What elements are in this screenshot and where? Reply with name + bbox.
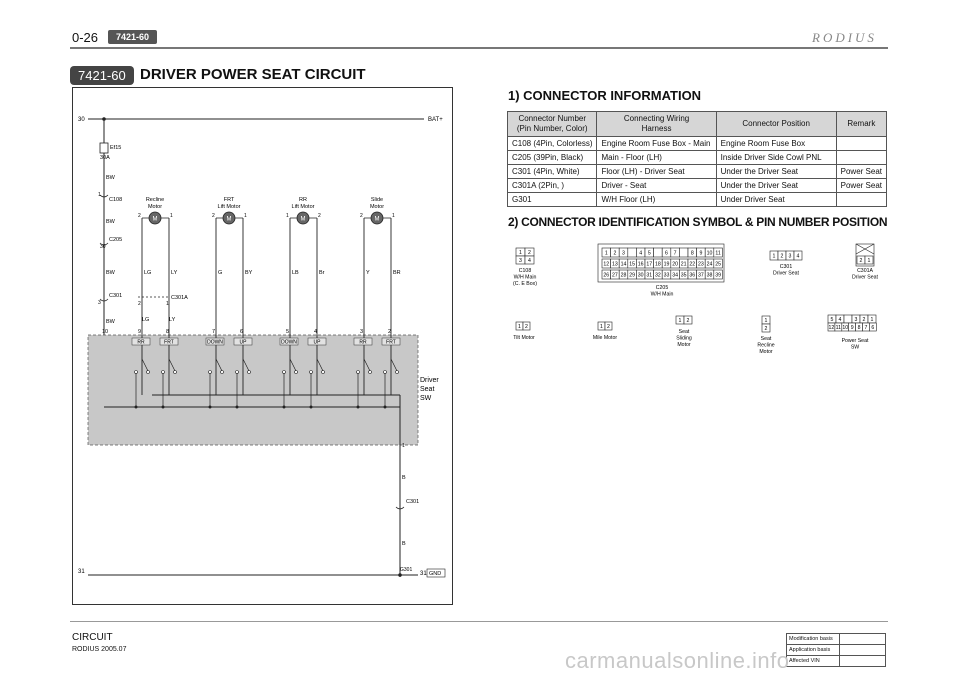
table-cell (836, 137, 886, 151)
ground-wire-color-2: B (402, 541, 406, 547)
motor-symbol: M (226, 216, 232, 223)
switch-dir-a: RR (137, 339, 145, 346)
motor-terminal-a: 1 (286, 213, 289, 219)
mile-motor-pin-grid (598, 322, 612, 330)
footer-subtitle: RODIUS 2005.07 (72, 646, 127, 653)
pin-number: 39 (715, 272, 721, 279)
pin-number: 27 (612, 272, 618, 279)
motor-wire-color-a: G (218, 270, 223, 276)
motor-terminal-b: 1 (244, 213, 247, 219)
c301-label: C301 (109, 293, 123, 299)
seat-sliding-label: Seat (678, 329, 690, 335)
seat-sliding-pin-grid (676, 316, 692, 324)
pin-number: 1 (867, 258, 871, 264)
pin-number: 12 (603, 261, 610, 268)
power-seat-sw-row-1 (828, 315, 876, 323)
pin-cell (628, 248, 637, 257)
tilt-motor-label: Tilt Motor (513, 335, 535, 341)
feed-pin-number: 10 (102, 329, 109, 335)
mile-motor-label: Mile Motor (592, 335, 618, 341)
motor-name-line: Motor (369, 204, 385, 210)
power-node-label: 30 (78, 117, 85, 123)
pin-number: 29 (629, 272, 635, 279)
table-cell (836, 193, 886, 207)
table-cell: C301 (4Pin, White) (508, 165, 597, 179)
c108-pin-label: W/H Main (513, 274, 537, 281)
seat-sliding-label: Sliding (676, 335, 692, 342)
motor-wire-color-a: LB (292, 270, 299, 276)
motor-name-line: Slide (370, 197, 384, 203)
pin-number: 23 (698, 261, 704, 268)
header-divider (70, 47, 888, 49)
motor-terminal-a: 2 (360, 213, 363, 219)
pin-number: 25 (715, 261, 721, 268)
pin-number: 37 (698, 272, 704, 279)
pin-number: 5 (830, 317, 834, 323)
pin-number: 1 (678, 318, 682, 324)
pin-number: 2 (613, 250, 617, 257)
feed-junction (236, 406, 239, 409)
col-connector-number: Connector Number (Pin Number, Color) (508, 112, 597, 137)
pin-number: 18 (655, 261, 661, 268)
c205-pin-label: C205 (655, 285, 669, 291)
pin-number: 17 (646, 261, 653, 268)
c301-ground-label: C301 (406, 499, 420, 505)
switch-pin-a: 3 (360, 329, 364, 335)
motor-name-line: Recline (145, 197, 165, 203)
pin-number: 14 (620, 261, 627, 268)
table-cell: G301 (508, 193, 597, 207)
code-chip: 7421-60 (108, 30, 157, 44)
pin-number: 32 (655, 272, 661, 279)
circuit-diagram (72, 87, 453, 605)
c301-pin-label: Driver Seat (773, 270, 799, 277)
pin-number: 36 (689, 272, 696, 279)
feed-junction (283, 406, 286, 409)
pin-cell (679, 248, 688, 257)
col-connector-position: Connector Position (716, 112, 836, 137)
c301a-label: C301A (171, 295, 188, 301)
table-cell: C301A (2Pin, ) (508, 179, 597, 193)
feed-junction (384, 406, 387, 409)
pin-number: 1 (518, 324, 521, 330)
pin-number: 3 (788, 253, 792, 260)
c108-pin-grid (516, 248, 534, 264)
pin-number: 3 (622, 250, 625, 257)
pin-number: 8 (690, 250, 694, 257)
table-cell: C205 (39Pin, Black) (508, 151, 597, 165)
fuse-ef15 (100, 143, 108, 153)
pin-position-heading: 2) CONNECTOR IDENTIFICATION SYMBOL & PIN NUMBER POSITION (508, 215, 888, 229)
pin-number: 7 (864, 325, 868, 331)
pin-number: 7 (673, 250, 677, 257)
power-seat-sw-label: Power Seat (841, 338, 869, 344)
c108-label: C108 (109, 197, 123, 203)
pin-number: 20 (672, 261, 678, 268)
pin-number: 24 (706, 261, 713, 268)
table-cell: Floor (LH) - Driver Seat (597, 165, 716, 179)
switch-dir-b: UP (313, 339, 321, 346)
bat-label: BAT+ (428, 117, 443, 123)
table-cell: Inside Driver Side Cowl PNL (716, 151, 836, 165)
table-header-row (508, 112, 887, 137)
driver-seat-switch-area (88, 335, 418, 445)
gnd-label: GND (429, 571, 442, 577)
table-row (508, 179, 887, 193)
motor-terminal-b: 1 (392, 213, 395, 219)
seat-sliding-label: Motor (677, 342, 691, 348)
switch-pin-b: 8 (166, 329, 170, 335)
switch-dir-a: RR (359, 339, 367, 346)
motor-wire-color-b: LY (171, 270, 178, 276)
pin-number: 15 (629, 261, 635, 268)
feed-junction (310, 406, 313, 409)
pin-number: 1 (772, 253, 776, 260)
feed-junction (209, 406, 212, 409)
c205-row-2 (602, 259, 722, 268)
table-row (508, 137, 887, 151)
table-row (508, 193, 887, 207)
motor-wire-color-a: Y (366, 270, 370, 276)
modification-basis-table (786, 633, 886, 667)
c301a-pin-b: 1 (166, 301, 169, 307)
table-cell: Main - Floor (LH) (597, 151, 716, 165)
mod-row-label: Application basis (787, 645, 840, 656)
connector-info-table (507, 111, 887, 207)
recline-wire-b-lower: LY (169, 317, 176, 323)
pin-number: 34 (672, 272, 678, 279)
motor-name-line: Motor (147, 204, 163, 210)
pin-number: 6 (871, 325, 875, 331)
pin-number: 3 (854, 317, 858, 323)
mod-row-value (840, 634, 886, 645)
pin-number: 5 (647, 250, 651, 257)
power-seat-sw-row-2 (828, 323, 876, 331)
table-cell: Power Seat (836, 179, 886, 193)
c205-row-3 (602, 270, 722, 279)
c301a-pin-grid (857, 256, 873, 264)
switch-dir-b: FRT (164, 339, 174, 346)
pin-layer (513, 244, 878, 355)
pin-number: 2 (780, 253, 784, 260)
motor-symbol: M (300, 216, 306, 223)
pin-number: 1 (870, 317, 874, 323)
pin-number: 2 (862, 317, 866, 323)
pin-number: 1 (600, 324, 603, 330)
pin-number: 33 (663, 272, 670, 279)
pin-number: 1 (604, 250, 608, 257)
motor-wire-color-b: BR (393, 270, 401, 276)
watermark: carmanualsonline.info (565, 648, 790, 673)
mod-row-value (840, 645, 886, 656)
seat-recline-pin-grid (762, 316, 770, 332)
c301-pin-label: C301 (779, 264, 793, 270)
pin-number: 19 (663, 261, 670, 268)
feed-junction (162, 406, 165, 409)
mod-row-value (840, 656, 886, 667)
motor-terminal-b: 1 (170, 213, 173, 219)
pin-number: 4 (838, 317, 842, 323)
feed-wire-color-4: BW (106, 319, 115, 325)
pin-number: 9 (699, 250, 703, 257)
mod-row-label: Affected VIN (787, 656, 840, 667)
switch-pin-a: 5 (286, 329, 290, 335)
pin-number: 8 (857, 325, 861, 331)
table-cell: Engine Room Fuse Box (716, 137, 836, 151)
motor-symbol: M (152, 216, 158, 223)
c108-pin: 1 (98, 192, 101, 198)
table-cell: Under the Driver Seat (716, 165, 836, 179)
tilt-motor-pin-grid (516, 322, 530, 330)
connector-pin-diagrams (500, 236, 890, 366)
ground-node-label: 31 (78, 569, 85, 575)
pin-number: 13 (612, 261, 618, 268)
c301a-pin-a: 2 (138, 301, 141, 307)
switch-pin-b: 4 (314, 329, 318, 335)
section-code-badge: 7421-60 (70, 66, 134, 85)
pin-number: 28 (620, 272, 627, 279)
feed-junction (135, 406, 138, 409)
table-cell: Engine Room Fuse Box - Main (597, 137, 716, 151)
table-cell: W/H Floor (LH) (597, 193, 716, 207)
pin-number: 2 (528, 250, 531, 256)
g301-label: G301 (400, 567, 413, 573)
pin-number: 4 (639, 250, 643, 257)
ground-node-label-right: 31 (420, 571, 427, 577)
table-row (508, 165, 887, 179)
pin-number: 6 (665, 250, 668, 257)
table-cell: C108 (4Pin, Colorless) (508, 137, 597, 151)
table-row (508, 151, 887, 165)
pin-number: 31 (646, 272, 653, 279)
motor-wire-color-b: BY (245, 270, 253, 276)
pin-number: 11 (715, 250, 721, 257)
pin-number: 12 (828, 325, 835, 331)
pin-number: 21 (680, 261, 687, 268)
pin-number: 10 (842, 325, 849, 331)
pin-number: 2 (525, 324, 528, 330)
connector-info-heading: 1) CONNECTOR INFORMATION (508, 88, 702, 103)
seat-recline-label: Seat (760, 336, 772, 342)
c205-pin: 30 (100, 244, 106, 250)
motor-terminal-b: 2 (318, 213, 321, 219)
feed-wire-color-1: BW (106, 175, 115, 181)
table-cell (836, 151, 886, 165)
pin-number: 10 (706, 250, 713, 257)
col-remark: Remark (836, 112, 886, 137)
pin-number: 16 (637, 261, 644, 268)
switch-label-3: SW (420, 395, 432, 402)
c205-pin-label: W/H Main (650, 291, 674, 298)
pin-number: 9 (850, 325, 854, 331)
switch-label-2: Seat (420, 386, 435, 393)
recline-wire-a-lower: LG (142, 317, 150, 323)
pin-number: 1 (764, 318, 768, 324)
page-number: 0-26 (72, 30, 99, 45)
feed-junction (357, 406, 360, 409)
pin-number: 30 (637, 272, 644, 279)
switch-dir-a: DOWN (281, 339, 297, 346)
seat-recline-label: Motor (759, 349, 773, 355)
pin-number: 2 (764, 326, 768, 332)
section-title: DRIVER POWER SEAT CIRCUIT (140, 66, 366, 83)
pin-number: 22 (689, 261, 696, 268)
motor-name-line: Lift Motor (217, 204, 241, 210)
motor-symbol: M (374, 216, 380, 223)
pin-number: 4 (796, 253, 800, 260)
brand-logo: RODIUS (812, 30, 877, 45)
c205-label: C205 (109, 237, 123, 243)
motor-name-line: RR (299, 197, 307, 203)
switch-pin-b: 2 (388, 329, 392, 335)
connector-info-body (508, 137, 887, 207)
pin-number: 2 (686, 318, 690, 324)
power-seat-sw-label: SW (850, 344, 860, 351)
c301a-pin-label: C301A (857, 268, 873, 274)
seat-recline-label: Recline (757, 342, 775, 349)
feed-wire-color-2: BW (106, 219, 115, 225)
footer-title: CIRCUIT (72, 632, 113, 643)
table-cell: Driver - Seat (597, 179, 716, 193)
table-cell: Under the Driver Seat (716, 179, 836, 193)
fuse-name: Ef15 (110, 145, 122, 151)
c108-pin-label: (C. E Box) (513, 281, 537, 287)
c301-pin: 3 (98, 300, 101, 306)
mod-row-label: Modification basis (787, 634, 840, 645)
switch-label-1: Driver (420, 377, 439, 384)
motor-name-line: Lift Motor (291, 204, 315, 210)
c301a-pin-label: Driver Seat (852, 274, 878, 281)
ground-junction (398, 573, 402, 577)
table-cell: Under Driver Seat (716, 193, 836, 207)
pin-number: 26 (603, 272, 610, 279)
motor-wire-color-a: LG (144, 270, 152, 276)
ground-pin: 1 (402, 443, 405, 449)
pin-number: 3 (519, 258, 522, 264)
pin-cell (654, 248, 663, 257)
footer-divider (70, 621, 888, 622)
pin-number: 1 (519, 250, 522, 256)
motor-terminal-a: 2 (212, 213, 215, 219)
pin-number: 11 (835, 325, 842, 331)
motor-wire-color-b: Br (319, 270, 325, 276)
pin-number: 2 (607, 324, 610, 330)
motor-terminal-a: 2 (138, 213, 141, 219)
switch-dir-a: DOWN (207, 339, 223, 346)
switch-pin-a: 9 (138, 329, 142, 335)
table-cell: Power Seat (836, 165, 886, 179)
pin-number: 38 (706, 272, 713, 279)
feed-wire-color-3: BW (106, 270, 115, 276)
ground-wire-color-1: B (402, 475, 406, 481)
pin-number: 4 (528, 258, 531, 264)
switch-pin-b: 6 (240, 329, 244, 335)
switch-dir-b: UP (239, 339, 247, 346)
switch-dir-b: FRT (386, 339, 396, 346)
c108-pin-label: C108 (518, 268, 532, 274)
col-wiring-harness: Connecting Wiring Harness (597, 112, 716, 137)
pin-cell (844, 315, 852, 323)
pin-number: 35 (680, 272, 687, 279)
pin-number: 2 (859, 258, 863, 264)
c301-pin-grid (770, 251, 802, 260)
c205-row-1 (602, 248, 722, 257)
switch-pin-a: 7 (212, 329, 216, 335)
fuse-rating: 30A (100, 155, 110, 161)
motor-name-line: FRT (223, 197, 235, 203)
